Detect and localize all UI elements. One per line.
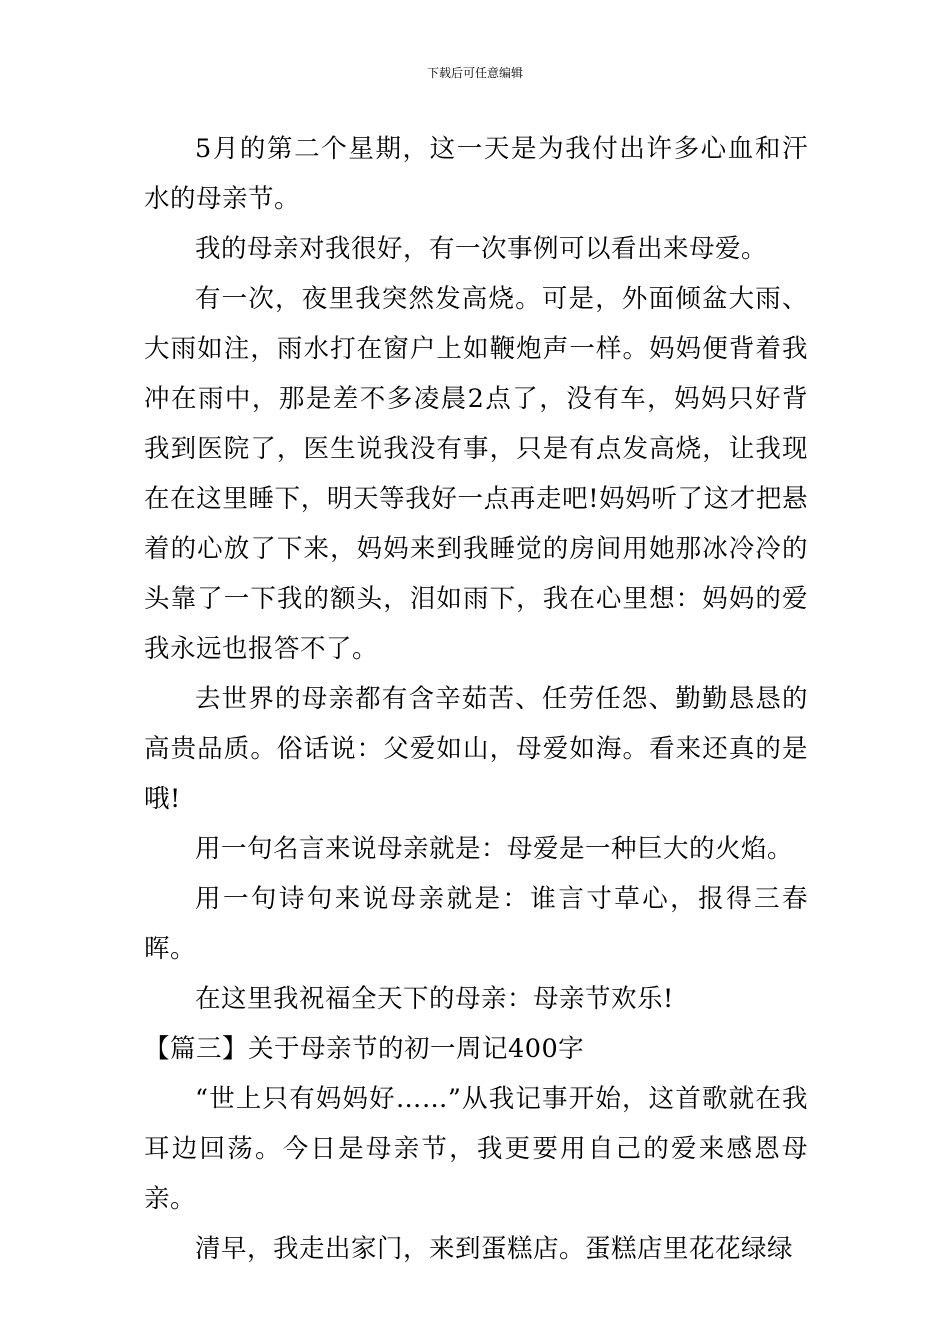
paragraph-4: 去世界的母亲都有含辛茹苦、任劳任怨、勤勤恳恳的高贵品质。俗话说：父爱如山，母爱如海。看来还真的是哦! — [144, 684, 808, 814]
section-heading: 【篇三】关于母亲节的初一周记400字 — [144, 1034, 585, 1064]
paragraph-8: “世上只有妈妈好……”从我记事开始，这首歌就在我耳边回荡。今日是母亲节，我更要用自己的爱来感恩母亲。 — [144, 1084, 808, 1214]
paragraph-1: 5月的第二个星期，这一天是为我付出许多心血和汗水的母亲节。 — [144, 134, 808, 214]
paragraph-7: 在这里我祝福全天下的母亲：母亲节欢乐! — [195, 984, 674, 1014]
paragraph-9: 清早，我走出家门，来到蛋糕店。蛋糕店里花花绿绿 — [195, 1234, 794, 1264]
page-header: 下载后可任意编辑 — [426, 66, 523, 80]
paragraph-6: 用一句诗句来说母亲就是：谁言寸草心，报得三春晖。 — [144, 884, 808, 964]
document-body — [144, 124, 808, 1274]
paragraph-2: 我的母亲对我很好，有一次事例可以看出来母爱。 — [195, 234, 768, 264]
paragraph-3: 有一次，夜里我突然发高烧。可是，外面倾盆大雨、大雨如注，雨水打在窗户上如鞭炮声一样。妈妈便背着我冲在雨中，那是差不多凌晨2点了，没有车，妈妈只好背我到医院了，医生说我没有事，只是有点发高烧，让我现在在这里睡下，明天等我好一点再走吧!妈妈听了这才把悬着的心放了下来，妈妈来到我睡觉的房间用她那冰冷冷的头靠了一下我的额头，泪如雨下，我在心里想：妈妈的爱我永远也报答不了。 — [144, 284, 808, 664]
paragraph-5: 用一句名言来说母亲就是：母爱是一种巨大的火焰。 — [195, 834, 794, 864]
